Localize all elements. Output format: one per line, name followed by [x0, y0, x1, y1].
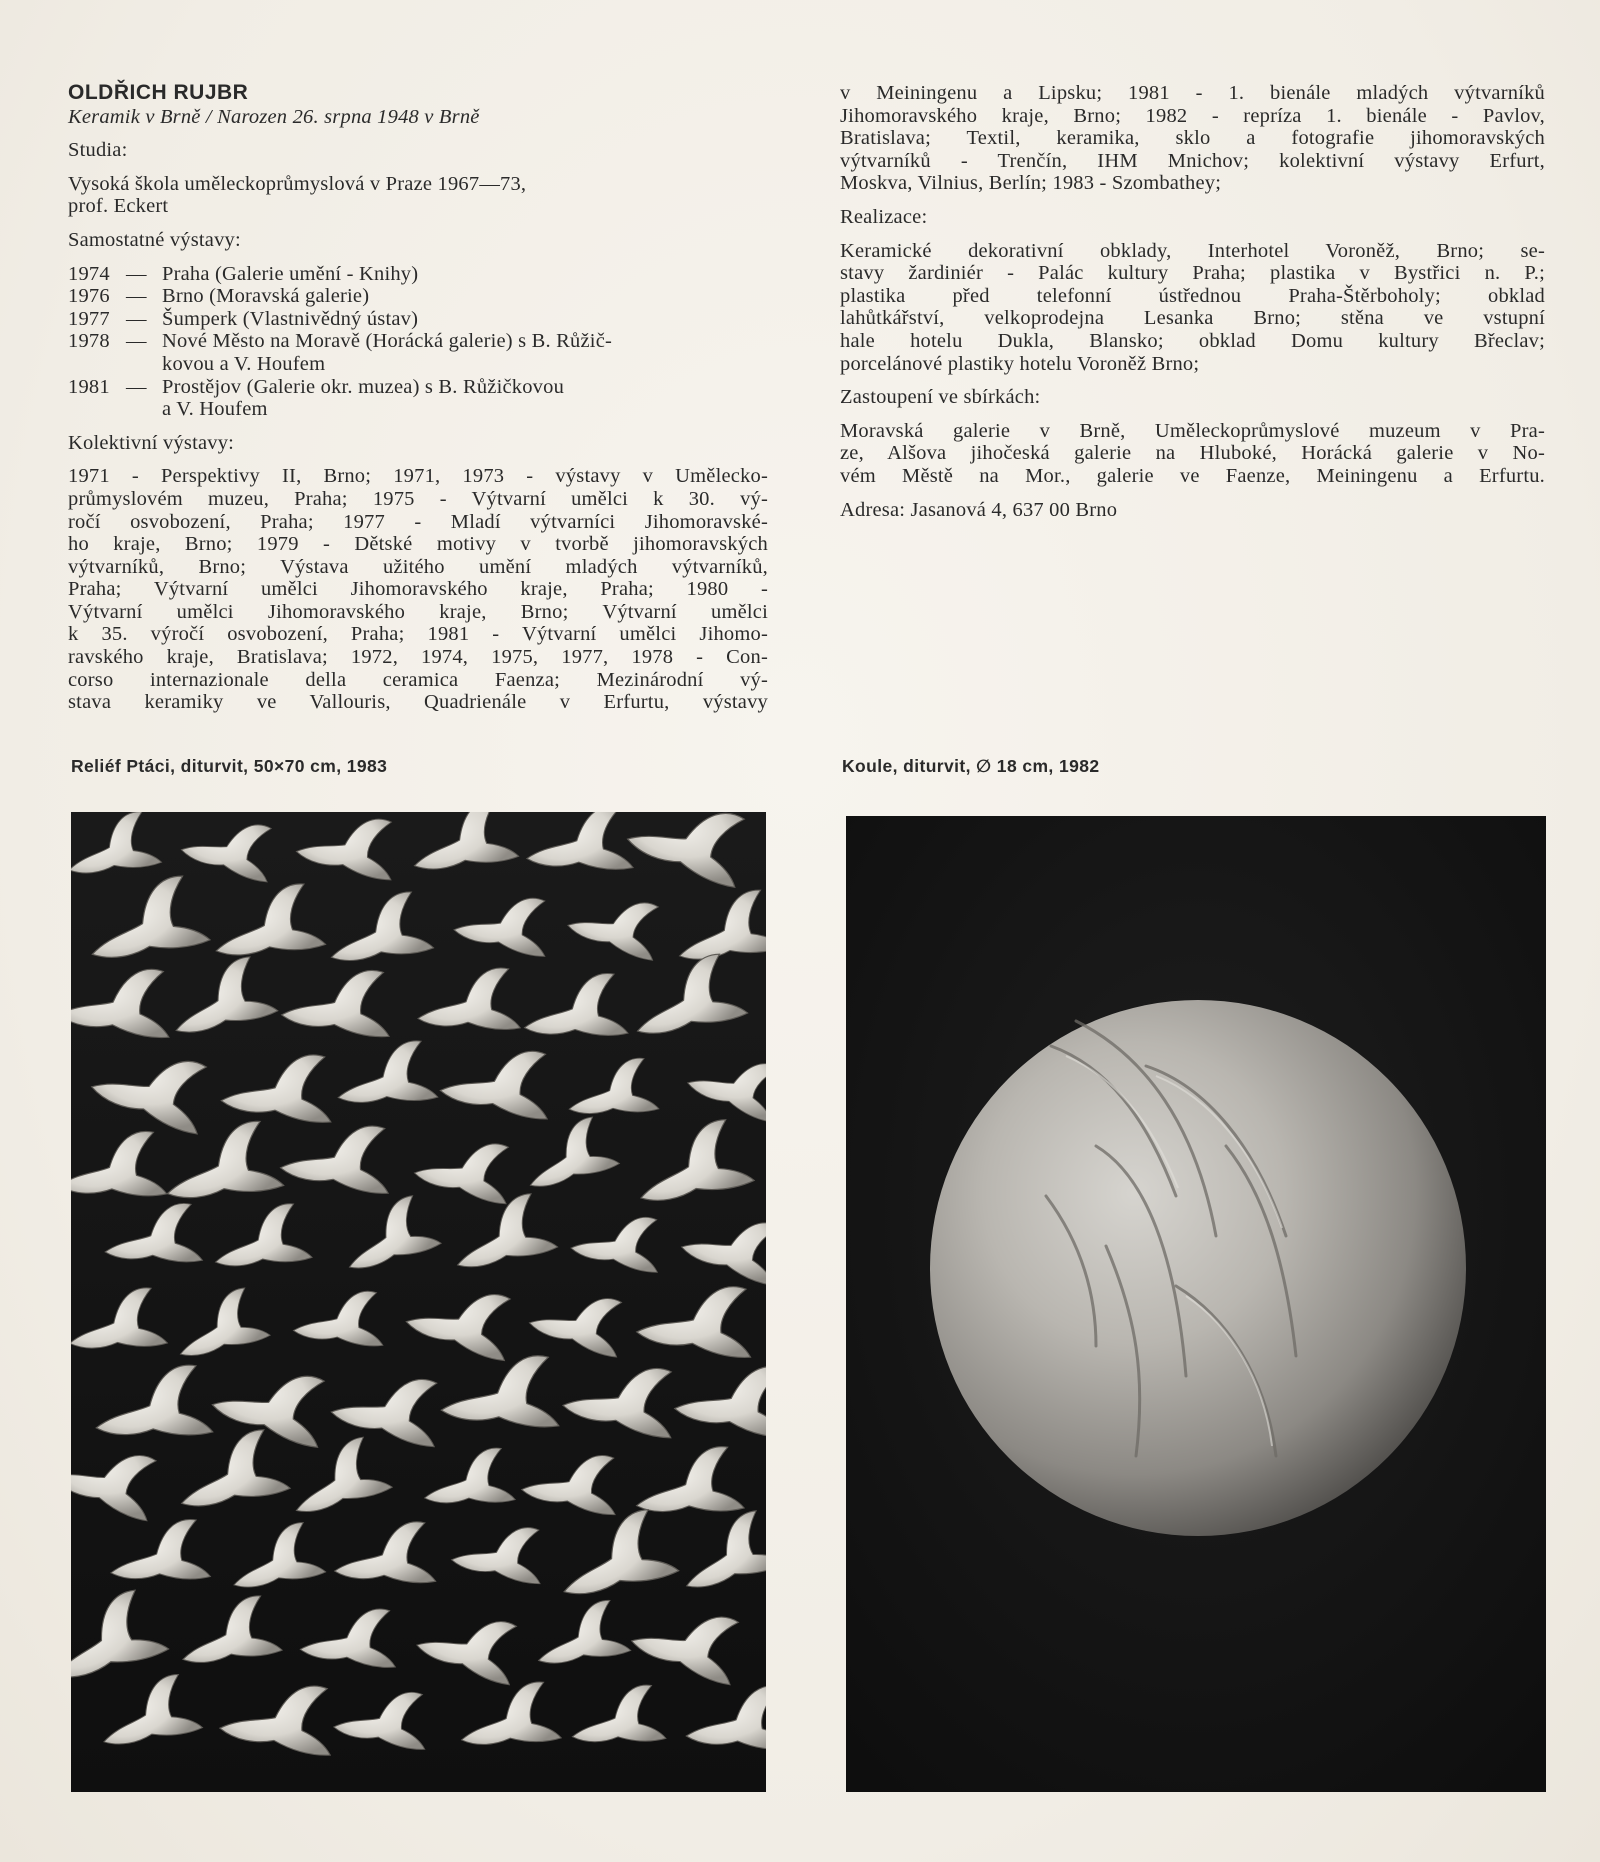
ceramic-sphere — [930, 1000, 1466, 1536]
solo-exhibitions-heading: Samostatné výstavy: — [68, 228, 241, 251]
exhibition-year: 1976 — [68, 285, 110, 308]
realizace-heading: Realizace: — [840, 205, 928, 228]
group-line: Výtvarní umělci Jihomoravského kraje, Brno; Výtvarní umělci — [68, 600, 768, 623]
group-line: corso internazionale della ceramica Faenza; Mezinárodní vý- — [68, 668, 768, 691]
studia-heading: Studia: — [68, 139, 128, 162]
exhibition-text-continued: a V. Houfem — [162, 398, 268, 421]
exhibition-year: 1981 — [68, 375, 110, 398]
group-line: Praha; Výtvarní umělci Jihomoravského kraje, Praha; 1980 - — [68, 578, 768, 601]
group-line: ravského kraje, Bratislava; 1972, 1974, 1975, 1977, 1978 - Con- — [68, 646, 768, 669]
exhibition-year: 1978 — [68, 330, 110, 353]
address-line: Adresa: Jasanová 4, 637 00 Brno — [840, 498, 1118, 521]
realizace-line: porcelánové plastiky hotelu Voroněž Brno; — [840, 352, 1200, 375]
exhibition-text: Nové Město na Moravě (Horácká galerie) s B. Růžič- — [162, 330, 613, 353]
group-line: Moskva, Vilnius, Berlín; 1983 - Szombathey; — [840, 172, 1222, 195]
group-line: výtvarníků, Brno; Výstava užitého umění mladých výtvarníků, — [68, 555, 768, 578]
realizace-line: lahůtkářství, velkoprodejna Lesanka Brno; stěna ve vstupní — [840, 307, 1545, 330]
group-line: ročí osvobození, Praha; 1977 - Mladí výtvarníci Jihomoravské- — [68, 510, 768, 533]
sphere-image — [846, 816, 1546, 1792]
exhibition-text: Brno (Moravská galerie) — [162, 285, 370, 308]
collections-text — [840, 420, 1545, 488]
realizace-line: stavy žardiniér - Palác kultury Praha; plastika v Bystřici n. P.; — [840, 262, 1545, 285]
collections-line: Moravská galerie v Brně, Uměleckoprůmyslové muzeum v Pra- — [840, 419, 1545, 442]
exhibition-entry — [68, 330, 768, 353]
exhibition-text: Šumperk (Vlastnivědný ústav) — [162, 307, 419, 330]
group-line: Jihomoravského kraje, Brno; 1982 - repríza 1. bienále - Pavlov, — [840, 104, 1545, 127]
artist-subtitle: Keramik v Brně / Narozen 26. srpna 1948 v Brně — [68, 105, 480, 128]
exhibition-text: Praha (Galerie umění - Knihy) — [162, 262, 419, 285]
exhibition-entry — [68, 308, 768, 331]
group-line: Bratislava; Textil, keramika, sklo a fotografie jihomoravských — [840, 127, 1545, 150]
realizace-line: Keramické dekorativní obklady, Interhotel Voroněž, Brno; se- — [840, 239, 1545, 262]
group-line: v Meiningenu a Lipsku; 1981 - 1. bienále mladých výtvarníků — [840, 82, 1545, 104]
exhibition-dash: — — [126, 307, 147, 330]
exhibition-dash: — — [126, 375, 147, 398]
relief-birds-photo — [71, 812, 766, 1792]
collections-line: ze, Alšova jihočeská galerie na Hluboké, Horácká galerie v No- — [840, 442, 1545, 465]
group-line: 1971 - Perspektivy II, Brno; 1971, 1973 - výstavy v Umělecko- — [68, 465, 768, 488]
artist-name: OLDŘICH RUJBR — [68, 81, 249, 104]
group-line: ho kraje, Brno; 1979 - Dětské motivy v tvorbě jihomoravských — [68, 533, 768, 556]
exhibition-year: 1974 — [68, 262, 110, 285]
right-text-column — [840, 82, 1545, 521]
exhibition-entry — [68, 285, 768, 308]
left-text-column — [68, 82, 768, 714]
exhibition-entry — [68, 376, 768, 399]
group-line: výtvarníků - Trenčín, IHM Mnichov; kolektivní výstavy Erfurt, — [840, 149, 1545, 172]
group-line: stava keramiky ve Vallouris, Quadrienále v Erfurtu, výstavy — [68, 691, 768, 714]
exhibition-entry — [68, 263, 768, 286]
group-line: k 35. výročí osvobození, Praha; 1981 - Výtvarní umělci Jihomo- — [68, 623, 768, 646]
right-figure-caption: Koule, diturvit, ∅ 18 cm, 1982 — [842, 756, 1100, 776]
studia-line: prof. Eckert — [68, 195, 169, 218]
studia-text — [68, 173, 768, 218]
group-line: průmyslovém muzeu, Praha; 1975 - Výtvarní umělci k 30. vý- — [68, 487, 768, 510]
realizace-line: hale hotelu Dukla, Blansko; obklad Domu kultury Břeclav; — [840, 329, 1545, 352]
relief-birds-image — [71, 812, 766, 1792]
group-exhibitions-continued — [840, 82, 1545, 195]
group-exhibitions-heading: Kolektivní výstavy: — [68, 431, 235, 454]
realizace-text — [840, 240, 1545, 376]
sphere-photo — [846, 816, 1546, 1792]
left-figure-caption: Reliéf Ptáci, diturvit, 50×70 cm, 1983 — [71, 756, 388, 776]
exhibition-dash: — — [126, 285, 147, 308]
exhibition-year: 1977 — [68, 307, 110, 330]
realizace-line: plastika před telefonní ústřednou Praha-Štěrboholy; obklad — [840, 284, 1545, 307]
exhibition-dash: — — [126, 262, 147, 285]
studia-line: Vysoká škola uměleckoprůmyslová v Praze 1967—73, — [68, 172, 527, 195]
exhibition-dash: — — [126, 330, 147, 353]
exhibition-text-continued: kovou a V. Houfem — [162, 352, 326, 375]
collections-heading: Zastoupení ve sbírkách: — [840, 386, 1041, 409]
exhibition-text: Prostějov (Galerie okr. muzea) s B. Růžičkovou — [162, 375, 565, 398]
collections-line: vém Městě na Mor., galerie ve Faenze, Meiningenu a Erfurtu. — [840, 464, 1545, 487]
solo-exhibitions-list — [68, 263, 768, 421]
group-exhibitions-text — [68, 465, 768, 714]
